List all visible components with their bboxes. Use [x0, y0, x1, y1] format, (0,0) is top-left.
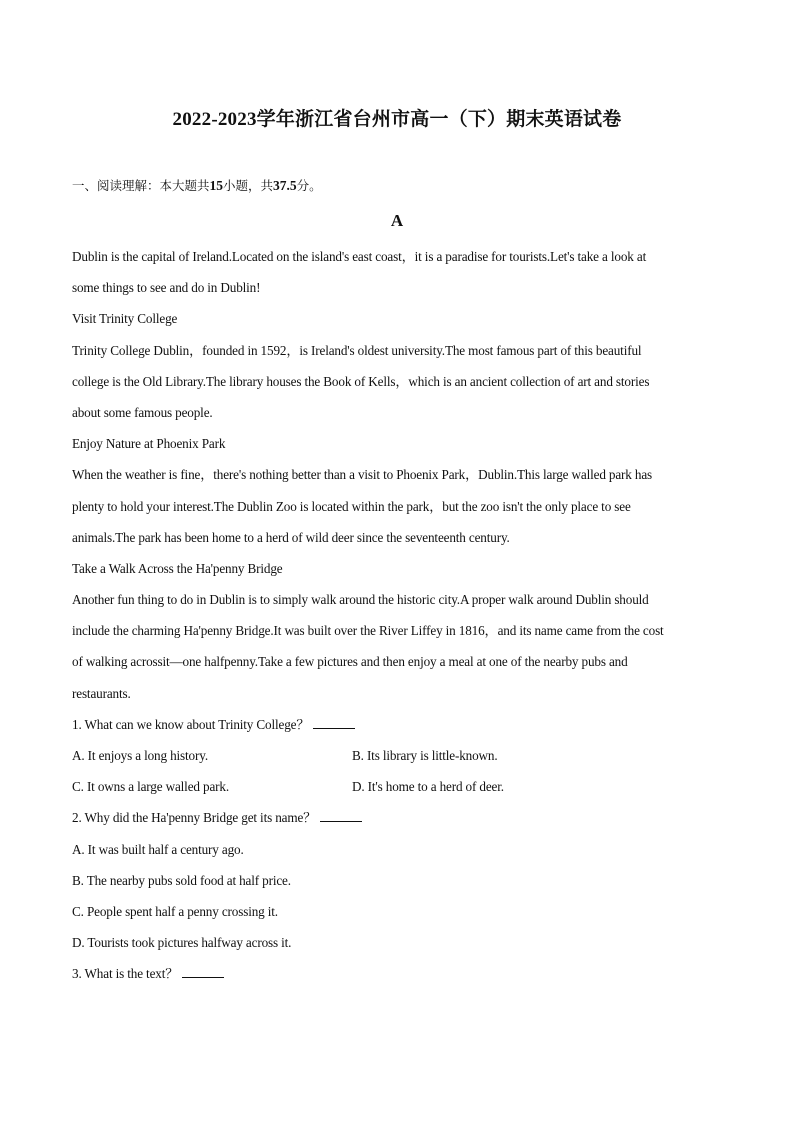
option-d[interactable]: D. It's home to a herd of deer.	[352, 779, 504, 795]
section-prefix: 一、阅读理解：本大题共	[72, 178, 210, 193]
text-line: of walking acrossit—one halfpenny.Take a few pictures and then enjoy a meal at one of the nearby pubs and	[72, 654, 628, 670]
answer-blank[interactable]	[313, 714, 355, 729]
option-b[interactable]: B. The nearby pubs sold food at half price.	[72, 872, 291, 888]
option-a[interactable]: A. It enjoys a long history.	[72, 748, 208, 763]
question-text: 3. What is the text？	[72, 966, 179, 982]
section-suffix: 分。	[296, 178, 322, 193]
question-1-options-row	[72, 744, 732, 775]
option-a[interactable]: A. It was built half a century ago.	[72, 841, 244, 857]
text-line: restaurants.	[72, 685, 131, 701]
text-line: Trinity College Dublin，founded in 1592，is Ireland's oldest university.The most famous part of this beautiful	[72, 342, 642, 358]
question-1-stem	[72, 713, 732, 744]
option-b[interactable]: B. Its library is little-known.	[352, 748, 498, 763]
text-line: include the charming Ha'penny Bridge.It was built over the River Liffey in 1816，and its name came from the cost	[72, 623, 664, 639]
text-line: animals.The park has been home to a herd of wild deer since the seventeenth century.	[72, 529, 510, 545]
option-d[interactable]: D. Tourists took pictures halfway across it.	[72, 935, 292, 951]
question-text: 2. Why did the Ha'penny Bridge get its name？	[72, 810, 317, 826]
answer-blank[interactable]	[182, 963, 224, 978]
passage-content	[72, 245, 732, 994]
section-middle: 小题，共	[223, 178, 274, 193]
subheading: Enjoy Nature at Phoenix Park	[72, 436, 226, 452]
text-line: When the weather is fine，there's nothing better than a visit to Phoenix Park，Dublin.This large walled park has	[72, 467, 653, 483]
subheading: Visit Trinity College	[72, 311, 178, 327]
subheading: Take a Walk Across the Ha'penny Bridge	[72, 560, 283, 576]
passage-label: A	[390, 211, 404, 230]
text-line: Dublin is the capital of Ireland.Located on the island's east coast，it is a paradise for tourists.Let's take a look at	[72, 249, 647, 264]
text-line: some things to see and do in Dublin!	[72, 280, 261, 296]
section-heading	[72, 176, 322, 194]
section-count: 15	[209, 178, 224, 193]
section-score: 37.5	[273, 178, 297, 193]
text-line: college is the Old Library.The library houses the Book of Kells，which is an ancient collection of art and stories	[72, 373, 650, 389]
question-2-stem	[72, 806, 732, 837]
text-line: Another fun thing to do in Dublin is to simply walk around the historic city.A proper walk around Dublin should	[72, 592, 649, 608]
question-3-stem	[72, 962, 732, 993]
option-c[interactable]: C. People spent half a penny crossing it.	[72, 903, 278, 919]
text-line: about some famous people.	[72, 404, 213, 420]
answer-blank[interactable]	[320, 807, 362, 822]
question-1-options-row	[72, 775, 732, 806]
option-c[interactable]: C. It owns a large walled park.	[72, 779, 229, 795]
question-text: 1. What can we know about Trinity College？	[72, 716, 310, 732]
page-title: 2022-2023学年浙江省台州市高一（下）期末英语试卷	[172, 109, 622, 130]
text-line: plenty to hold your interest.The Dublin Zoo is located within the park，but the zoo isn't the only place to see	[72, 498, 631, 514]
